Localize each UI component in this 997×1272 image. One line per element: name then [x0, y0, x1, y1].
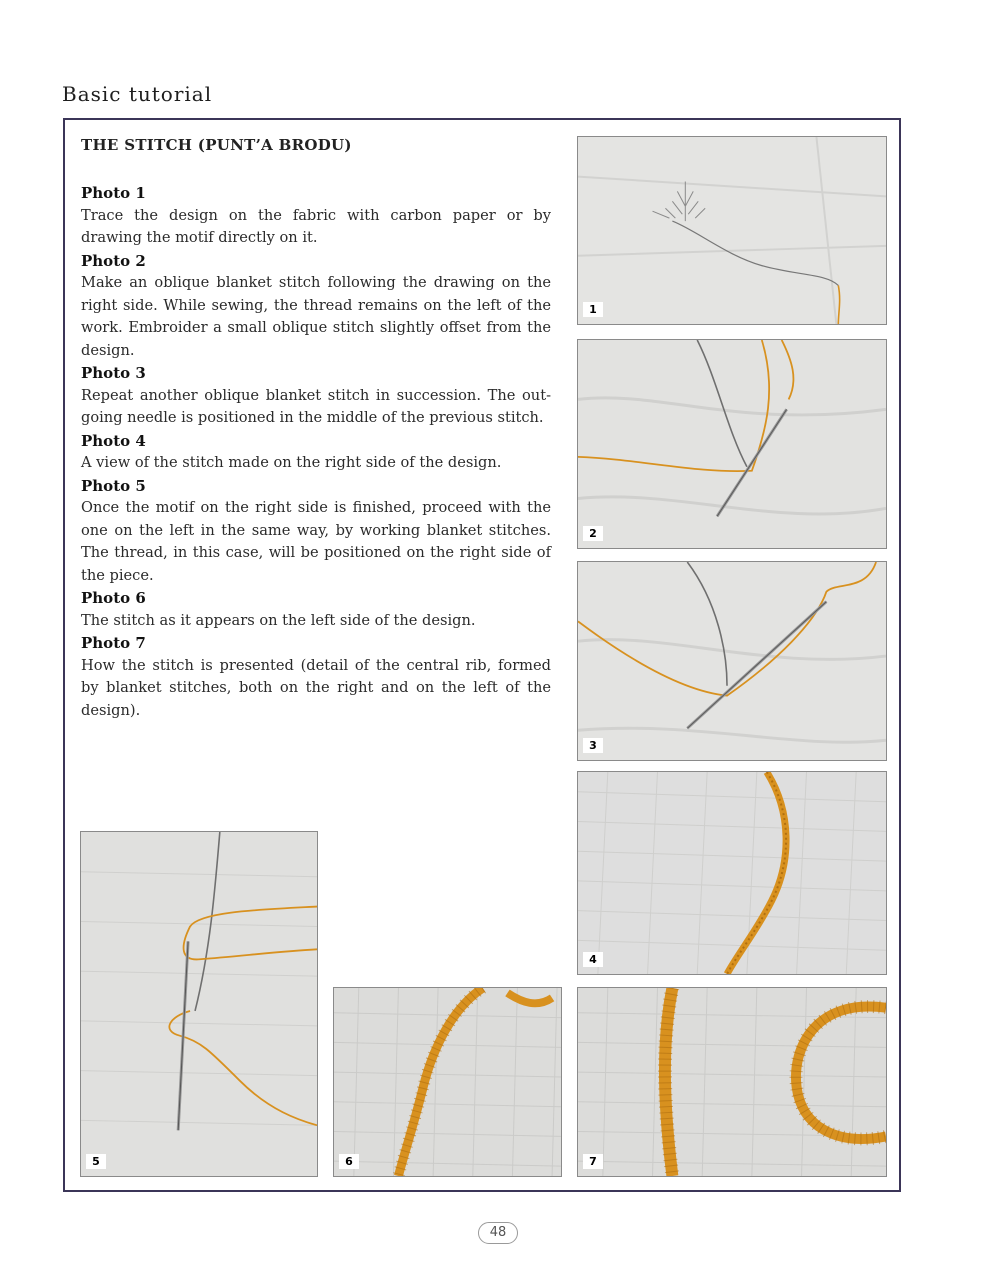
photo-5 [80, 831, 318, 1177]
photo-number: 7 [583, 1154, 603, 1169]
step-label: Photo 3 [81, 364, 146, 382]
central-rib-detail-illustration [578, 988, 886, 1176]
instructions-column [81, 136, 551, 722]
photo-2 [577, 339, 887, 549]
step-text: The stitch as it appears on the left side of the design. [81, 611, 476, 629]
photo-1 [577, 136, 887, 325]
stitch-right-side-illustration [578, 772, 886, 974]
photo-4 [577, 771, 887, 975]
photo-3 [577, 561, 887, 761]
step-text: Once the motif on the right side is finished, proceed with the one on the left in the same way, by working blanket stitches. The thread, in this case, will be positioned on the right side of the piece. [81, 499, 551, 584]
photo-7 [577, 987, 887, 1177]
step-text: Make an oblique blanket stitch following the drawing on the right side. While sewing, the thread remains on the left of the work. Embroider a small oblique stitch slightly offset from the design. [81, 274, 551, 359]
second-blanket-stitch-illustration [578, 562, 886, 760]
step-label: Photo 6 [81, 589, 146, 607]
page-number: 48 [478, 1222, 518, 1244]
traced-design-illustration [578, 137, 886, 324]
photo-number: 4 [583, 952, 603, 967]
step-text: A view of the stitch made on the right side of the design. [81, 454, 502, 471]
step-label: Photo 5 [81, 476, 146, 495]
step-label: Photo 4 [81, 431, 146, 450]
photo-number: 6 [339, 1154, 359, 1169]
photo-number: 3 [583, 738, 603, 753]
step-text: Repeat another oblique blanket stitch in succession. The out-going needle is positioned in the middle of the previous stitch. [81, 386, 551, 426]
step-text: How the stitch is presented (detail of the central rib, formed by blanket stitches, both on the right and on the left of the design). [81, 656, 551, 719]
stitch-left-side-illustration [334, 988, 561, 1176]
first-blanket-stitch-illustration [578, 340, 886, 548]
article-heading: THE STITCH (PUNT’A BRODU) [81, 136, 352, 154]
photo-6 [333, 987, 562, 1177]
section-title: Basic tutorial [62, 82, 213, 106]
step-label: Photo 7 [81, 634, 146, 652]
left-side-stitching-illustration [81, 832, 317, 1176]
photo-number: 2 [583, 526, 603, 541]
step-label: Photo 2 [81, 251, 146, 270]
step-text: Trace the design on the fabric with carbon paper or by drawing the motif directly on it. [81, 206, 551, 246]
step-label: Photo 1 [81, 184, 146, 202]
photo-number: 5 [86, 1154, 106, 1169]
photo-number: 1 [583, 302, 603, 317]
